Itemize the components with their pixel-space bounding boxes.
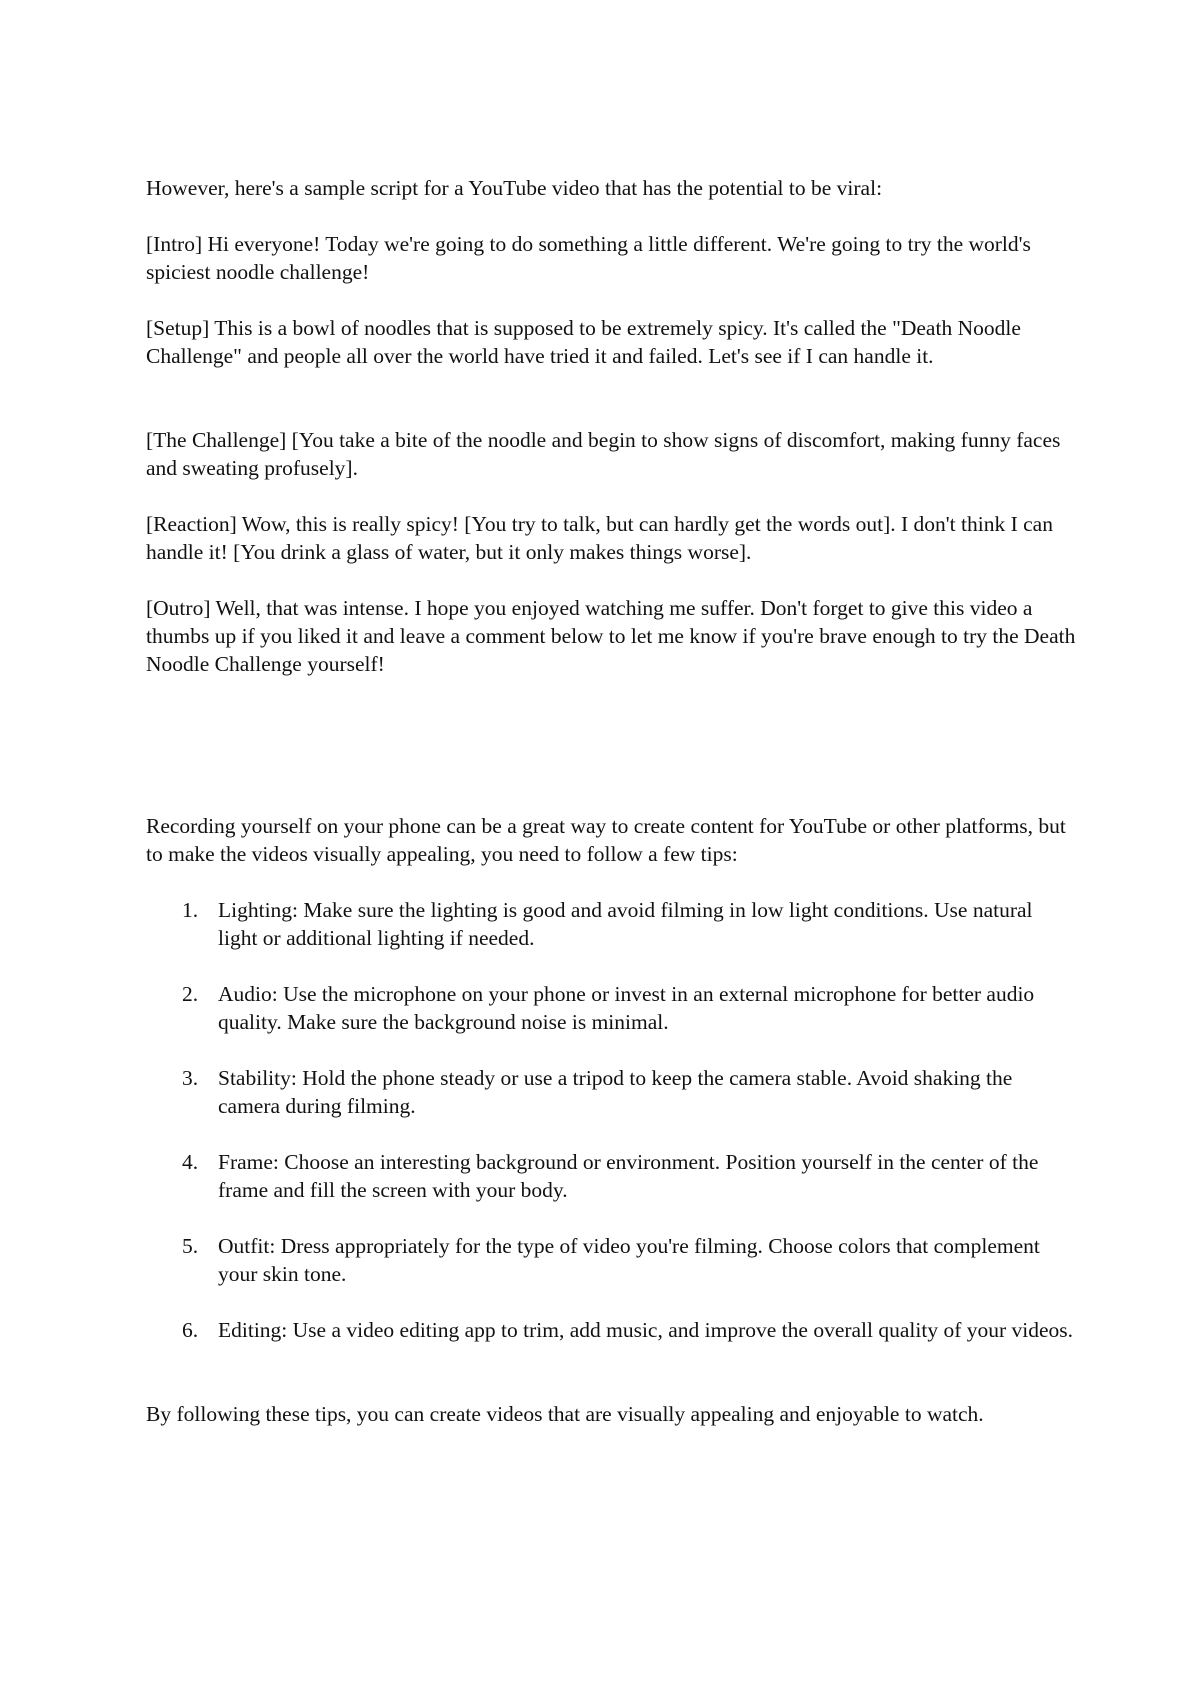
list-item-text: Stability: Hold the phone steady or use a tripod to keep the camera stable. Avoid shaking the camera during filming. [218, 1066, 1013, 1118]
list-item-text: Outfit: Dress appropriately for the type of video you're filming. Choose colors that complement your skin tone. [218, 1234, 1040, 1286]
list-item-text: Lighting: Make sure the lighting is good and avoid filming in low light conditions. Use natural light or additional lighting if needed. [218, 898, 1033, 950]
list-item-text: Editing: Use a video editing app to trim, add music, and improve the overall quality of your videos. [218, 1318, 1074, 1342]
list-item-number: 5. [182, 1234, 199, 1258]
list-item [146, 1232, 1076, 1288]
list-item-text: Audio: Use the microphone on your phone or invest in an external microphone for better audio quality. Make sure the background noise is minimal. [218, 982, 1035, 1034]
list-item [146, 1148, 1076, 1204]
script-outro-paragraph: [Outro] Well, that was intense. I hope you enjoyed watching me suffer. Don't forget to give this video a thumbs up if you liked it and leave a comment below to let me know if you're brave enough to try the Death Noodle Challenge yourself! [146, 596, 1076, 676]
list-item [146, 1064, 1076, 1120]
list-item [146, 896, 1076, 952]
list-item-number: 2. [182, 982, 199, 1006]
tips-intro-paragraph: Recording yourself on your phone can be a great way to create content for YouTube or other platforms, but to make the videos visually appealing, you need to follow a few tips: [146, 814, 1066, 866]
script-reaction-paragraph: [Reaction] Wow, this is really spicy! [You try to talk, but can hardly get the words out]. I don't think I can handle it! [You drink a glass of water, but it only makes things worse]. [146, 512, 1053, 564]
list-item-text: Frame: Choose an interesting background or environment. Position yourself in the center of the frame and fill the screen with your body. [218, 1150, 1039, 1202]
tips-conclusion-paragraph: By following these tips, you can create videos that are visually appealing and enjoyable to watch. [146, 1402, 984, 1426]
list-item-number: 3. [182, 1066, 199, 1090]
script-intro-paragraph: [Intro] Hi everyone! Today we're going to do something a little different. We're going to try the world's spiciest noodle challenge! [146, 232, 1031, 284]
script-setup-paragraph: [Setup] This is a bowl of noodles that is supposed to be extremely spicy. It's called the "Death Noodle Challenge" and people all over the world have tried it and failed. Let's see if I can handle it. [146, 316, 1021, 368]
script-challenge-paragraph: [The Challenge] [You take a bite of the noodle and begin to show signs of discomfort, making funny faces and sweating profusely]. [146, 428, 1061, 480]
list-item-number: 1. [182, 898, 199, 922]
list-item-number: 4. [182, 1150, 199, 1174]
list-item [146, 1316, 1076, 1344]
script-intro-line: However, here's a sample script for a YouTube video that has the potential to be viral: [146, 176, 883, 200]
list-item [146, 980, 1076, 1036]
tips-list [146, 896, 1076, 1372]
list-item-number: 6. [182, 1318, 199, 1342]
